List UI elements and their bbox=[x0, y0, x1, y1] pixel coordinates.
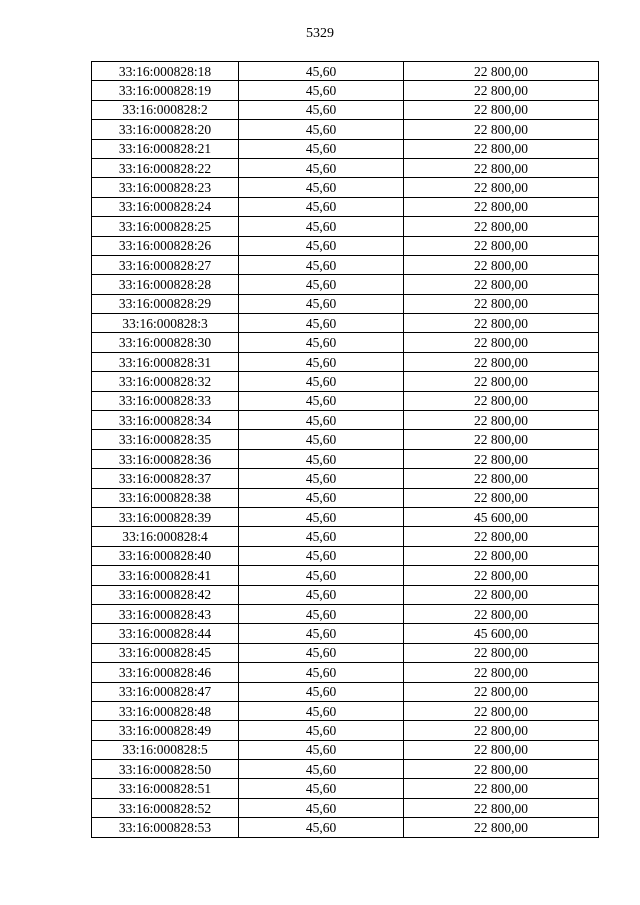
table-row bbox=[92, 507, 599, 526]
cadastral-number-cell: 33:16:000828:49 bbox=[92, 721, 239, 740]
cadastral-number-cell: 33:16:000828:39 bbox=[92, 507, 239, 526]
cadastral-value-cell: 22 800,00 bbox=[404, 391, 599, 410]
table-row bbox=[92, 411, 599, 430]
area-cell: 45,60 bbox=[239, 604, 404, 623]
area-cell: 45,60 bbox=[239, 81, 404, 100]
table-row bbox=[92, 81, 599, 100]
cadastral-value-cell: 22 800,00 bbox=[404, 546, 599, 565]
table-row bbox=[92, 682, 599, 701]
cadastral-number-cell: 33:16:000828:31 bbox=[92, 352, 239, 371]
table-row bbox=[92, 255, 599, 274]
table-row bbox=[92, 527, 599, 546]
cadastral-number-cell: 33:16:000828:43 bbox=[92, 604, 239, 623]
cadastral-value-cell: 22 800,00 bbox=[404, 740, 599, 759]
cadastral-number-cell: 33:16:000828:38 bbox=[92, 488, 239, 507]
area-cell: 45,60 bbox=[239, 624, 404, 643]
cadastral-value-cell: 22 800,00 bbox=[404, 158, 599, 177]
table-row bbox=[92, 449, 599, 468]
table-row bbox=[92, 294, 599, 313]
table-row bbox=[92, 760, 599, 779]
area-cell: 45,60 bbox=[239, 779, 404, 798]
table-row bbox=[92, 624, 599, 643]
table-row bbox=[92, 120, 599, 139]
cadastral-number-cell: 33:16:000828:4 bbox=[92, 527, 239, 546]
area-cell: 45,60 bbox=[239, 217, 404, 236]
cadastral-number-cell: 33:16:000828:40 bbox=[92, 546, 239, 565]
table-row bbox=[92, 314, 599, 333]
table-row bbox=[92, 197, 599, 216]
cadastral-value-cell: 22 800,00 bbox=[404, 527, 599, 546]
area-cell: 45,60 bbox=[239, 682, 404, 701]
cadastral-value-cell: 22 800,00 bbox=[404, 217, 599, 236]
cadastral-number-cell: 33:16:000828:51 bbox=[92, 779, 239, 798]
table-row bbox=[92, 139, 599, 158]
area-cell: 45,60 bbox=[239, 488, 404, 507]
table-row bbox=[92, 236, 599, 255]
area-cell: 45,60 bbox=[239, 100, 404, 119]
table-row bbox=[92, 217, 599, 236]
cadastral-number-cell: 33:16:000828:36 bbox=[92, 449, 239, 468]
cadastral-value-cell: 22 800,00 bbox=[404, 449, 599, 468]
table-row bbox=[92, 546, 599, 565]
cadastral-number-cell: 33:16:000828:28 bbox=[92, 275, 239, 294]
area-cell: 45,60 bbox=[239, 798, 404, 817]
area-cell: 45,60 bbox=[239, 701, 404, 720]
cadastral-number-cell: 33:16:000828:24 bbox=[92, 197, 239, 216]
area-cell: 45,60 bbox=[239, 721, 404, 740]
table-row bbox=[92, 158, 599, 177]
cadastral-value-cell: 45 600,00 bbox=[404, 624, 599, 643]
cadastral-value-cell: 22 800,00 bbox=[404, 294, 599, 313]
area-cell: 45,60 bbox=[239, 411, 404, 430]
table-row bbox=[92, 62, 599, 81]
cadastral-value-cell: 22 800,00 bbox=[404, 255, 599, 274]
cadastral-value-cell: 22 800,00 bbox=[404, 469, 599, 488]
cadastral-value-cell: 22 800,00 bbox=[404, 566, 599, 585]
area-cell: 45,60 bbox=[239, 430, 404, 449]
cadastral-value-cell: 22 800,00 bbox=[404, 352, 599, 371]
table-row bbox=[92, 798, 599, 817]
cadastral-number-cell: 33:16:000828:27 bbox=[92, 255, 239, 274]
cadastral-value-cell: 22 800,00 bbox=[404, 779, 599, 798]
area-cell: 45,60 bbox=[239, 643, 404, 662]
table-body bbox=[92, 62, 599, 838]
cadastral-number-cell: 33:16:000828:47 bbox=[92, 682, 239, 701]
cadastral-number-cell: 33:16:000828:29 bbox=[92, 294, 239, 313]
area-cell: 45,60 bbox=[239, 314, 404, 333]
page-number: 5329 bbox=[306, 26, 334, 41]
table-row bbox=[92, 566, 599, 585]
area-cell: 45,60 bbox=[239, 527, 404, 546]
area-cell: 45,60 bbox=[239, 507, 404, 526]
cadastral-number-cell: 33:16:000828:37 bbox=[92, 469, 239, 488]
cadastral-number-cell: 33:16:000828:23 bbox=[92, 178, 239, 197]
table-row bbox=[92, 663, 599, 682]
table-row bbox=[92, 178, 599, 197]
area-cell: 45,60 bbox=[239, 372, 404, 391]
table-row bbox=[92, 372, 599, 391]
table-row bbox=[92, 430, 599, 449]
cadastral-value-cell: 22 800,00 bbox=[404, 372, 599, 391]
area-cell: 45,60 bbox=[239, 760, 404, 779]
cadastral-value-cell: 22 800,00 bbox=[404, 100, 599, 119]
cadastral-value-cell: 22 800,00 bbox=[404, 663, 599, 682]
table-row bbox=[92, 643, 599, 662]
cadastral-number-cell: 33:16:000828:25 bbox=[92, 217, 239, 236]
cadastral-value-cell: 22 800,00 bbox=[404, 818, 599, 837]
cadastral-number-cell: 33:16:000828:5 bbox=[92, 740, 239, 759]
cadastral-number-cell: 33:16:000828:20 bbox=[92, 120, 239, 139]
table-row bbox=[92, 740, 599, 759]
cadastral-value-cell: 45 600,00 bbox=[404, 507, 599, 526]
cadastral-number-cell: 33:16:000828:53 bbox=[92, 818, 239, 837]
table-row bbox=[92, 100, 599, 119]
cadastral-value-cell: 22 800,00 bbox=[404, 798, 599, 817]
area-cell: 45,60 bbox=[239, 120, 404, 139]
area-cell: 45,60 bbox=[239, 236, 404, 255]
area-cell: 45,60 bbox=[239, 566, 404, 585]
area-cell: 45,60 bbox=[239, 546, 404, 565]
cadastral-number-cell: 33:16:000828:35 bbox=[92, 430, 239, 449]
area-cell: 45,60 bbox=[239, 62, 404, 81]
cadastral-value-cell: 22 800,00 bbox=[404, 333, 599, 352]
cadastral-value-cell: 22 800,00 bbox=[404, 604, 599, 623]
cadastral-value-cell: 22 800,00 bbox=[404, 721, 599, 740]
table-row bbox=[92, 721, 599, 740]
cadastral-value-cell: 22 800,00 bbox=[404, 120, 599, 139]
cadastral-value-cell: 22 800,00 bbox=[404, 430, 599, 449]
area-cell: 45,60 bbox=[239, 275, 404, 294]
cadastral-value-cell: 22 800,00 bbox=[404, 236, 599, 255]
table-row bbox=[92, 469, 599, 488]
cadastral-value-cell: 22 800,00 bbox=[404, 760, 599, 779]
table-row bbox=[92, 585, 599, 604]
area-cell: 45,60 bbox=[239, 158, 404, 177]
area-cell: 45,60 bbox=[239, 663, 404, 682]
cadastral-value-table bbox=[91, 61, 599, 838]
area-cell: 45,60 bbox=[239, 178, 404, 197]
cadastral-number-cell: 33:16:000828:48 bbox=[92, 701, 239, 720]
cadastral-value-cell: 22 800,00 bbox=[404, 701, 599, 720]
cadastral-number-cell: 33:16:000828:52 bbox=[92, 798, 239, 817]
area-cell: 45,60 bbox=[239, 333, 404, 352]
area-cell: 45,60 bbox=[239, 352, 404, 371]
table-row bbox=[92, 818, 599, 837]
cadastral-number-cell: 33:16:000828:33 bbox=[92, 391, 239, 410]
cadastral-number-cell: 33:16:000828:44 bbox=[92, 624, 239, 643]
table-row bbox=[92, 333, 599, 352]
table-row bbox=[92, 352, 599, 371]
cadastral-number-cell: 33:16:000828:19 bbox=[92, 81, 239, 100]
area-cell: 45,60 bbox=[239, 197, 404, 216]
cadastral-number-cell: 33:16:000828:32 bbox=[92, 372, 239, 391]
cadastral-number-cell: 33:16:000828:42 bbox=[92, 585, 239, 604]
cadastral-number-cell: 33:16:000828:41 bbox=[92, 566, 239, 585]
cadastral-value-cell: 22 800,00 bbox=[404, 139, 599, 158]
cadastral-value-cell: 22 800,00 bbox=[404, 411, 599, 430]
cadastral-value-cell: 22 800,00 bbox=[404, 275, 599, 294]
table-row bbox=[92, 701, 599, 720]
cadastral-value-cell: 22 800,00 bbox=[404, 197, 599, 216]
cadastral-number-cell: 33:16:000828:21 bbox=[92, 139, 239, 158]
area-cell: 45,60 bbox=[239, 294, 404, 313]
table-row bbox=[92, 779, 599, 798]
cadastral-value-cell: 22 800,00 bbox=[404, 488, 599, 507]
cadastral-value-cell: 22 800,00 bbox=[404, 643, 599, 662]
area-cell: 45,60 bbox=[239, 449, 404, 468]
cadastral-number-cell: 33:16:000828:30 bbox=[92, 333, 239, 352]
cadastral-value-cell: 22 800,00 bbox=[404, 314, 599, 333]
area-cell: 45,60 bbox=[239, 391, 404, 410]
cadastral-number-cell: 33:16:000828:22 bbox=[92, 158, 239, 177]
cadastral-number-cell: 33:16:000828:26 bbox=[92, 236, 239, 255]
area-cell: 45,60 bbox=[239, 585, 404, 604]
cadastral-number-cell: 33:16:000828:46 bbox=[92, 663, 239, 682]
cadastral-number-cell: 33:16:000828:34 bbox=[92, 411, 239, 430]
cadastral-number-cell: 33:16:000828:18 bbox=[92, 62, 239, 81]
table-row bbox=[92, 604, 599, 623]
area-cell: 45,60 bbox=[239, 139, 404, 158]
cadastral-value-cell: 22 800,00 bbox=[404, 81, 599, 100]
area-cell: 45,60 bbox=[239, 255, 404, 274]
cadastral-value-cell: 22 800,00 bbox=[404, 178, 599, 197]
cadastral-number-cell: 33:16:000828:2 bbox=[92, 100, 239, 119]
table-row bbox=[92, 391, 599, 410]
cadastral-number-cell: 33:16:000828:3 bbox=[92, 314, 239, 333]
cadastral-value-cell: 22 800,00 bbox=[404, 682, 599, 701]
cadastral-value-cell: 22 800,00 bbox=[404, 62, 599, 81]
cadastral-value-cell: 22 800,00 bbox=[404, 585, 599, 604]
area-cell: 45,60 bbox=[239, 740, 404, 759]
area-cell: 45,60 bbox=[239, 818, 404, 837]
table-row bbox=[92, 488, 599, 507]
cadastral-number-cell: 33:16:000828:50 bbox=[92, 760, 239, 779]
area-cell: 45,60 bbox=[239, 469, 404, 488]
cadastral-number-cell: 33:16:000828:45 bbox=[92, 643, 239, 662]
table-row bbox=[92, 275, 599, 294]
